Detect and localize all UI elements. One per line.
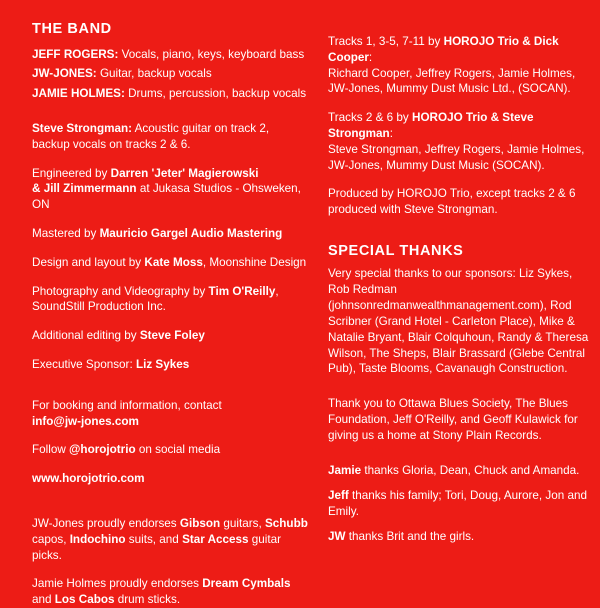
social-follow — [32, 442, 310, 458]
band-member-row — [32, 47, 310, 63]
brand-star-access: Star Access — [182, 532, 249, 546]
photography-comma: , — [275, 284, 279, 298]
photography-label: Photography and Videography by — [32, 284, 209, 298]
design-label: Design and layout by — [32, 255, 145, 269]
guest-line1: Acoustic guitar on track 2, — [132, 122, 270, 136]
spacer — [328, 388, 590, 396]
member-name: JAMIE HOLMES: — [32, 86, 125, 100]
website-link-row — [32, 471, 310, 487]
tracks1-pre: Tracks 1, 3-5, 7-11 by — [328, 35, 444, 48]
follow-suffix: on social media — [135, 443, 221, 457]
thanks-name-jamie: Jamie — [328, 464, 362, 478]
booking-info — [32, 398, 310, 430]
two-column-layout — [32, 21, 589, 607]
spacer — [32, 382, 310, 398]
guest-line2: backup vocals on tracks 2 & 6. — [32, 137, 191, 151]
spacer — [328, 455, 590, 463]
spacer — [328, 227, 590, 243]
mastering-credit — [32, 226, 310, 242]
guest-name: Steve Strongman: — [32, 122, 133, 136]
endorse-mid1: guitars, — [220, 517, 265, 531]
member-role: Guitar, backup vocals — [96, 67, 212, 81]
tracks2-writers: HOROJO Trio & Steve Strongman — [328, 111, 534, 140]
personal-thanks-jeff — [328, 488, 590, 520]
special-thanks-heading: SPECIAL THANKS — [328, 242, 464, 259]
editing-credit — [32, 328, 310, 344]
social-handle[interactable]: @horojotrio — [69, 443, 136, 457]
thanks-text-jeff: thanks his family; Tori, Doug, Aurore, Jon and Emily. — [328, 488, 587, 518]
endorsement-jamie-holmes — [32, 576, 310, 608]
thanks-text-jamie: thanks Gloria, Dean, Chuck and Amanda. — [361, 464, 580, 478]
mastering-name: Mauricio Gargel Audio Mastering — [99, 227, 283, 241]
organizations-paragraph: Thank you to Ottawa Blues Society, The Blues Foundation, Jeff O'Reilly, and Geoff Kulawick for giving us a home at Stony Plain Records. — [328, 397, 578, 443]
brand-indochino: Indochino — [69, 532, 126, 546]
endorse-line2-pre: capos, — [32, 532, 70, 546]
endorse2-line2-pre: and — [32, 593, 55, 607]
track-credits-group-1 — [328, 34, 590, 97]
right-column — [328, 22, 590, 543]
studio-location: at Jukasa Studios - Ohsweken, ON — [32, 182, 301, 212]
tracks1-body: Richard Cooper, Jeffrey Rogers, Jamie Holmes, JW-Jones, Mummy Dust Music Ltd., (SOCAN). — [328, 66, 576, 96]
band-member-row — [32, 86, 310, 102]
spacer — [32, 105, 310, 121]
thanks-text-jw: thanks Brit and the girls. — [345, 529, 475, 543]
brand-schubb: Schubb — [265, 517, 308, 531]
photography-company: SoundStill Production Inc. — [32, 300, 166, 314]
personal-thanks-jamie — [328, 463, 590, 479]
editing-label: Additional editing by — [32, 329, 140, 343]
spacer — [32, 496, 310, 516]
engineer-name-2: & Jill Zimmermann — [32, 182, 137, 196]
engineer-name: Darren 'Jeter' Magierowski — [110, 166, 259, 180]
tracks2-colon: : — [389, 126, 393, 140]
member-role: Drums, percussion, backup vocals — [124, 86, 307, 100]
tracks2-body: Steve Strongman, Jeffrey Rogers, Jamie Holmes, JW-Jones, Mummy Dust Music (SOCAN). — [328, 142, 585, 172]
editor-name: Steve Foley — [139, 329, 205, 343]
brand-dream-cymbals: Dream Cymbals — [202, 577, 291, 591]
website-link[interactable]: www.horojotrio.com — [32, 472, 145, 486]
brand-los-cabos: Los Cabos — [54, 593, 115, 607]
thanks-name-jw: JW — [328, 529, 346, 543]
mastered-by-label: Mastered by — [32, 227, 100, 241]
photographer-name: Tim O'Reilly — [208, 284, 276, 298]
produced-line2: produced with Steve Strongman. — [328, 203, 498, 217]
sponsor-name: Liz Sykes — [135, 358, 190, 372]
booking-email-link[interactable]: info@jw-jones.com — [32, 414, 139, 428]
engineered-by-label: Engineered by — [32, 166, 111, 180]
tracks2-pre: Tracks 2 & 6 by — [328, 111, 413, 125]
member-role: Vocals, piano, keys, keyboard bass — [118, 47, 305, 61]
photography-credit — [32, 284, 310, 316]
follow-label: Follow — [32, 443, 70, 457]
endorsement-jw-jones — [32, 516, 310, 563]
thanks-name-jeff: Jeff — [328, 488, 349, 502]
endorse2-pre: Jamie Holmes proudly endorses — [32, 577, 203, 591]
tracks1-colon: : — [368, 50, 373, 64]
booking-label: For booking and information, contact — [32, 398, 222, 412]
executive-sponsor — [32, 357, 310, 373]
left-column — [32, 21, 310, 607]
tracks1-writers: HOROJO Trio & Dick Cooper — [328, 35, 559, 64]
track-credits-group-2 — [328, 110, 590, 173]
endorse-pre: JW-Jones proudly endorses — [32, 517, 180, 531]
sponsors-paragraph: Very special thanks to our sponsors: Liz Sykes, Rob Redman (johnsonredmanwealthmanagement.com), Rod Scribner (Grand Hotel - Carleton Place), Mike & Natalie Bryant, Blair Colquhoun, Randy & Theresa Wilson, The Sheps, Blair Brassard (Glebe Central Pub), Taste Blooms, Cavanaugh Construction. — [328, 266, 589, 376]
endorse-mid2: suits, and — [125, 532, 183, 546]
member-name: JW-JONES: — [32, 67, 97, 81]
designer-name: Kate Moss — [144, 255, 203, 269]
endorse-tail: guitar picks. — [32, 532, 282, 562]
production-credit — [328, 186, 590, 218]
design-credit — [32, 255, 310, 271]
brand-gibson: Gibson — [179, 517, 221, 531]
spacer — [328, 22, 590, 34]
design-studio: , Moonshine Design — [202, 255, 307, 269]
produced-line1: Produced by HOROJO Trio, except tracks 2 & 6 — [328, 187, 576, 201]
guest-musician — [32, 121, 310, 153]
sponsor-label: Executive Sponsor: — [32, 358, 136, 372]
endorse2-tail: drum sticks. — [114, 593, 181, 607]
member-name: JEFF ROGERS: — [32, 47, 119, 61]
personal-thanks-jw — [328, 529, 590, 545]
band-heading: THE BAND — [32, 21, 112, 37]
band-member-row — [32, 66, 310, 82]
engineering-credit — [32, 166, 310, 213]
